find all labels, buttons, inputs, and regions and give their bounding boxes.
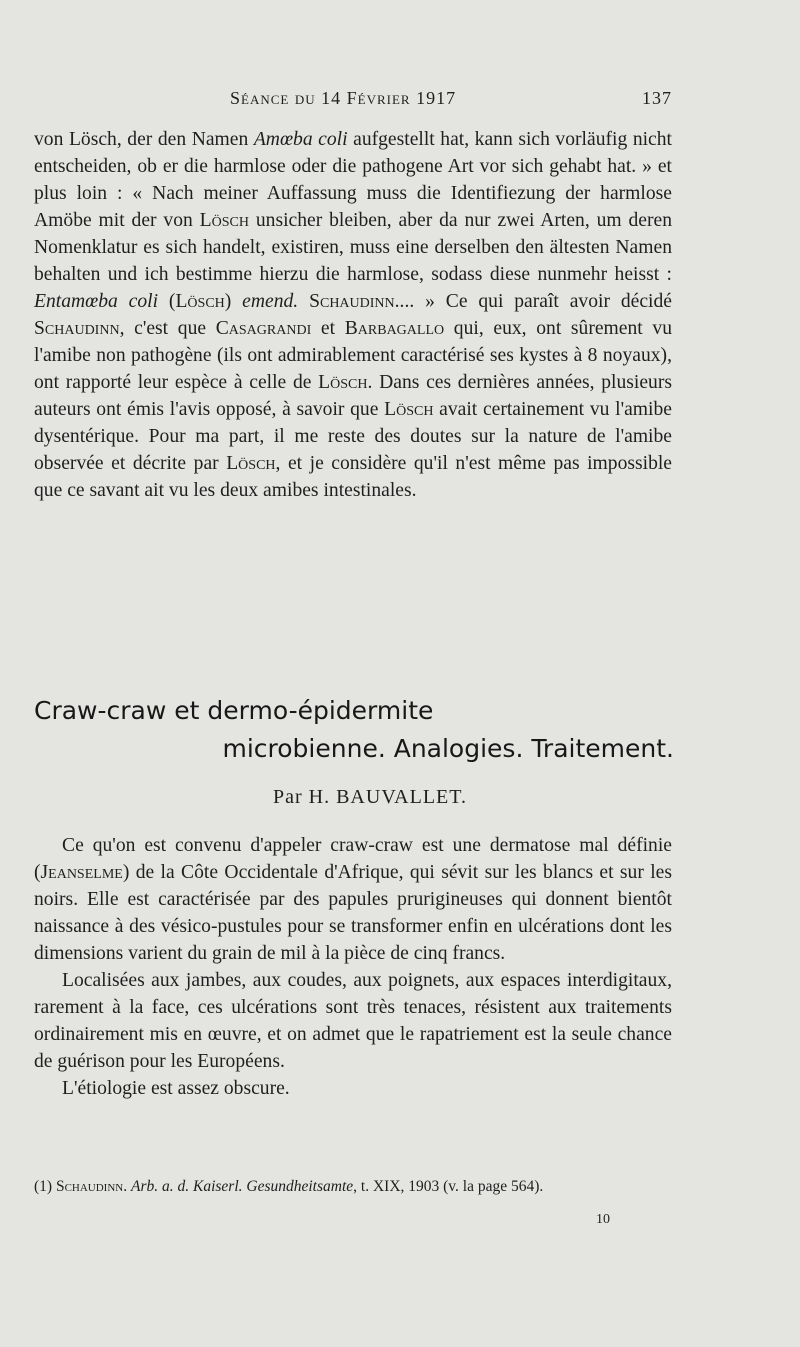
paragraph-text: von Lösch, der den Namen Amœba coli aufgestellt hat, kann sich vorläufig nicht entscheiden, ob er die harmlose oder die pathogene Art vor sich gehabt hat. » et plus loin : « Nach meiner Auffassung muss die Identifiezung der harmlose Amöbe mit der von Lösch unsicher bleiben, aber da nur zwei Arten, um deren Nomenklatur es sich handelt, existiren, muss eine derselben den ältesten Namen behalten und ich bestimme hierzu die harmlose, sodass diese nunmehr heisst : Entamœba coli (Lösch) emend. Schaudinn.... » Ce qui paraît avoir décidé Schaudinn, c'est que Casagrandi et Barbagallo qui, eux, ont sûrement vu l'amibe non pathogène (ils ont admirablement caractérisé ses kystes à 8 noyaux), ont rapporté leur espèce à celle de Lösch. Dans ces dernières années, plusieurs auteurs ont émis l'avis opposé, à savoir que Lösch avait certainement vu l'amibe dysentérique. Pour ma part, il me reste des doutes sur la nature de l'amibe observée et décrite par Lösch, et je considère qu'il n'est même pas impossible que ce savant ait vu les deux amibes intestinales. [34, 129, 673, 501]
author-name: Barbagallo [344, 318, 445, 339]
author-name: Lösch [226, 453, 276, 474]
running-header [0, 88, 800, 118]
running-title: Séance du 14 Février 1917 [230, 88, 457, 108]
author-name: Schaudinn [34, 318, 120, 339]
title-line-1: Craw-craw et dermo-épidermite [34, 696, 434, 725]
byline: Par H. BAUVALLET. [272, 786, 468, 808]
taxon-name: Amœba coli [253, 129, 348, 150]
paragraph-3: L'étiologie est assez obscure. [62, 1078, 290, 1099]
author-name: Schaudinn [309, 291, 395, 312]
paragraph-1: Ce qu'on est convenu d'appeler craw-craw est une dermatose mal définie (Jeanselme) de la Côte Occidentale d'Afrique, qui sévit sur les blancs et sur les noirs. Elle est caractérisée par des papules prurigineuses qui donnent bientôt naissance à des vésico-pustules pour se transformer enfin en ulcérations dont les dimensions varient du grain de mil à la pièce de cinq francs. [34, 835, 672, 964]
author-name: Lösch [318, 372, 368, 393]
author-name: Lösch [384, 399, 434, 420]
footnote: (1) Schaudinn. Arb. a. d. Kaiserl. Gesundheitsamte, t. XIX, 1903 (v. la page 564). [34, 1178, 544, 1195]
page-number: 137 [642, 88, 672, 108]
author-name: Casagrandi [215, 318, 312, 339]
continued-paragraph [34, 126, 672, 504]
author-name: Lösch [175, 291, 225, 312]
paragraph-2: Localisées aux jambes, aux coudes, aux poignets, aux espaces interdigitaux, rarement à la face, ces ulcérations sont très tenaces, résistent aux traitements ordinairement mis en œuvre, et on admet que le rapatriement est la seule chance de guérison pour les Européens. [34, 970, 672, 1072]
title-line-2: microbienne. Analogies. Traitement. [222, 734, 674, 763]
signature-mark: 10 [596, 1212, 610, 1227]
author-name: Jeanselme [40, 862, 123, 883]
article-body [34, 832, 672, 1102]
taxon-name: Entamœba coli [34, 291, 159, 312]
author-name: Lösch [199, 210, 249, 231]
